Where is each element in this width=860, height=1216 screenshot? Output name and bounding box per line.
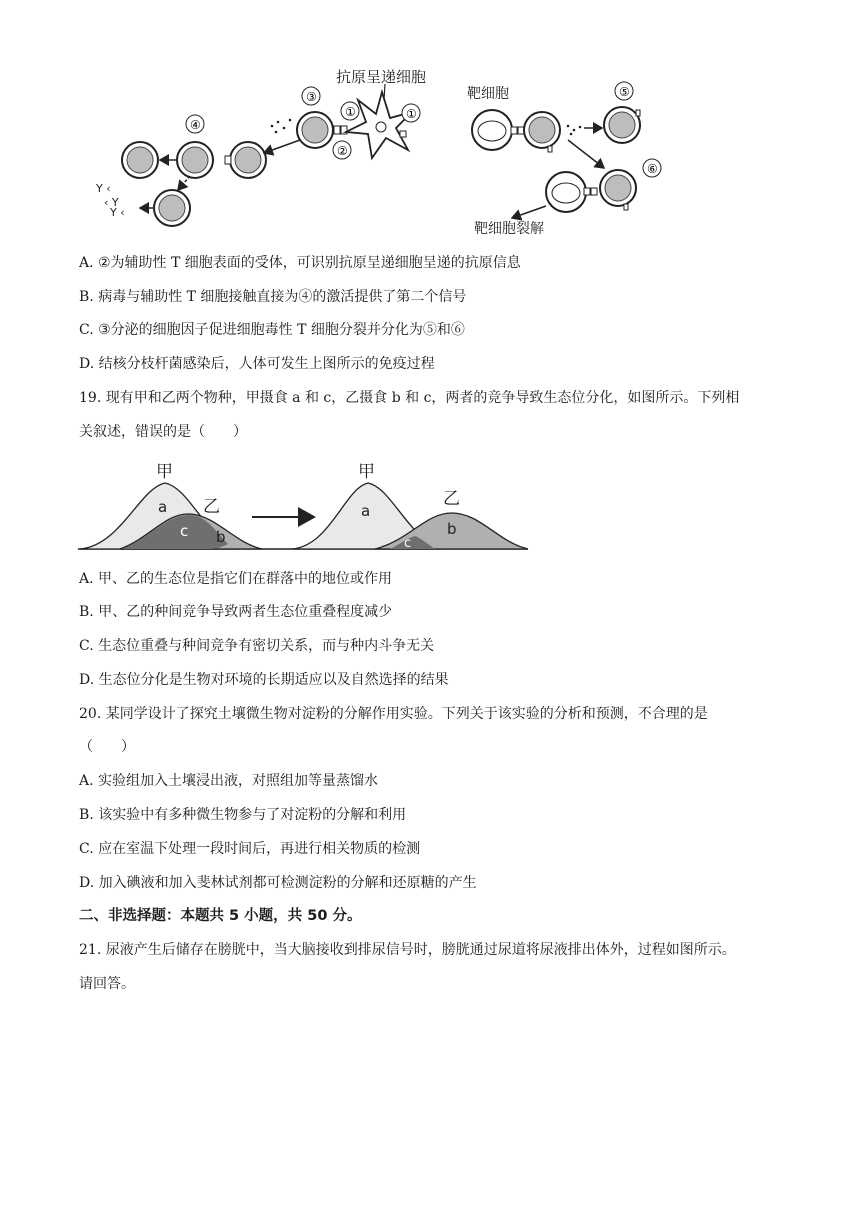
q19-option-c: C. 生态位重叠与种间竞争有密切关系，而与种内斗争无关	[79, 638, 435, 654]
svg-text:⑤: ⑤	[619, 85, 630, 99]
svg-text:Y ‹: Y ‹	[96, 182, 111, 195]
niche-differentiation-figure	[0, 458, 860, 558]
section-title: 二、非选择题：本题共 5 小题，共 50 分。	[79, 908, 362, 924]
svg-text:Y ‹: Y ‹	[110, 206, 125, 219]
q19-option-b: B. 甲、乙的种间竞争导致两者生态位重叠程度减少	[79, 604, 393, 620]
label-1a	[341, 102, 359, 120]
q18-option-b: B. 病毒与辅助性 T 细胞接触直接为④的激活提供了第二个信号	[79, 289, 467, 305]
lysis-label: 靶细胞裂解	[474, 221, 544, 237]
q20-stem-line2: （ ）	[79, 739, 135, 755]
q18-option-a: A. ②为辅助性 T 细胞表面的受体，可识别抗原呈递细胞呈递的抗原信息	[79, 255, 521, 271]
cell-6	[600, 170, 636, 210]
left-yi-label: 乙	[203, 497, 220, 517]
target-cell	[472, 110, 524, 150]
q21-stem-line2: 请回答。	[79, 976, 135, 992]
cytotoxic-t-cell	[524, 112, 560, 152]
svg-text:①: ①	[345, 105, 356, 119]
cell-left-4	[154, 190, 190, 226]
label-6	[643, 159, 661, 177]
q21-stem-line1: 21. 尿液产生后储存在膀胱中，当大脑接收到排尿信号时，膀胱通过尿道将尿液排出体外，过程如图所示。	[79, 942, 736, 958]
svg-text:①: ①	[406, 107, 417, 121]
q18-option-c: C. ③分泌的细胞因子促进细胞毒性 T 细胞分裂并分化为⑤和⑥	[79, 322, 465, 338]
cell-5	[604, 107, 640, 143]
left-a-label: a	[158, 498, 168, 516]
right-c-label: c	[404, 536, 412, 551]
cell-left-1	[122, 142, 158, 178]
q18-option-d: D. 结核分枝杆菌感染后，人体可发生上图所示的免疫过程	[79, 356, 435, 372]
target-cell-label: 靶细胞	[467, 86, 509, 102]
right-jia-label: 甲	[358, 462, 375, 482]
left-jia-label: 甲	[156, 462, 173, 482]
label-4	[186, 115, 204, 133]
label-3	[302, 87, 320, 105]
immune-process-figure	[0, 0, 860, 245]
svg-text:②: ②	[337, 144, 348, 158]
q20-option-b: B. 该实验中有多种微生物参与了对淀粉的分解和利用	[79, 807, 407, 823]
right-b-label: b	[447, 520, 457, 538]
svg-text:⑥: ⑥	[647, 162, 658, 176]
q20-option-d: D. 加入碘液和加入斐林试剂都可检测淀粉的分解和还原糖的产生	[79, 875, 477, 891]
lysing-target-cell	[546, 172, 597, 212]
label-5	[615, 82, 633, 100]
q20-option-a: A. 实验组加入土壤浸出液，对照组加等量蒸馏水	[79, 773, 379, 789]
q19-stem-line2: 关叙述，错误的是（ ）	[79, 424, 247, 440]
left-c-label: c	[180, 522, 189, 540]
cell-left-3	[225, 142, 266, 178]
apc-label: 抗原呈递细胞	[336, 68, 427, 86]
right-a-label: a	[361, 502, 371, 520]
svg-text:④: ④	[190, 118, 201, 132]
q20-option-c: C. 应在室温下处理一段时间后，再进行相关物质的检测	[79, 841, 421, 857]
q19-option-d: D. 生态位分化是生物对环境的长期适应以及自然选择的结果	[79, 672, 449, 688]
label-2	[333, 141, 351, 159]
apc-cell	[346, 92, 412, 158]
q19-stem-line1: 19. 现有甲和乙两个物种，甲摄食 a 和 c，乙摄食 b 和 c，两者的竞争导致生态位分化，如图所示。下列相	[79, 390, 740, 406]
cell-helper-t	[177, 142, 213, 178]
svg-text:③: ③	[306, 90, 317, 104]
label-1b	[402, 104, 420, 122]
left-b-label: b	[216, 528, 226, 546]
svg-text:‹ Y: ‹ Y	[104, 196, 119, 209]
q20-stem-line1: 20. 某同学设计了探究土壤微生物对淀粉的分解作用实验。下列关于该实验的分析和预测，不合理的是	[79, 706, 708, 722]
right-yi-label: 乙	[443, 489, 460, 509]
q19-option-a: A. 甲、乙的生态位是指它们在群落中的地位或作用	[79, 571, 393, 587]
